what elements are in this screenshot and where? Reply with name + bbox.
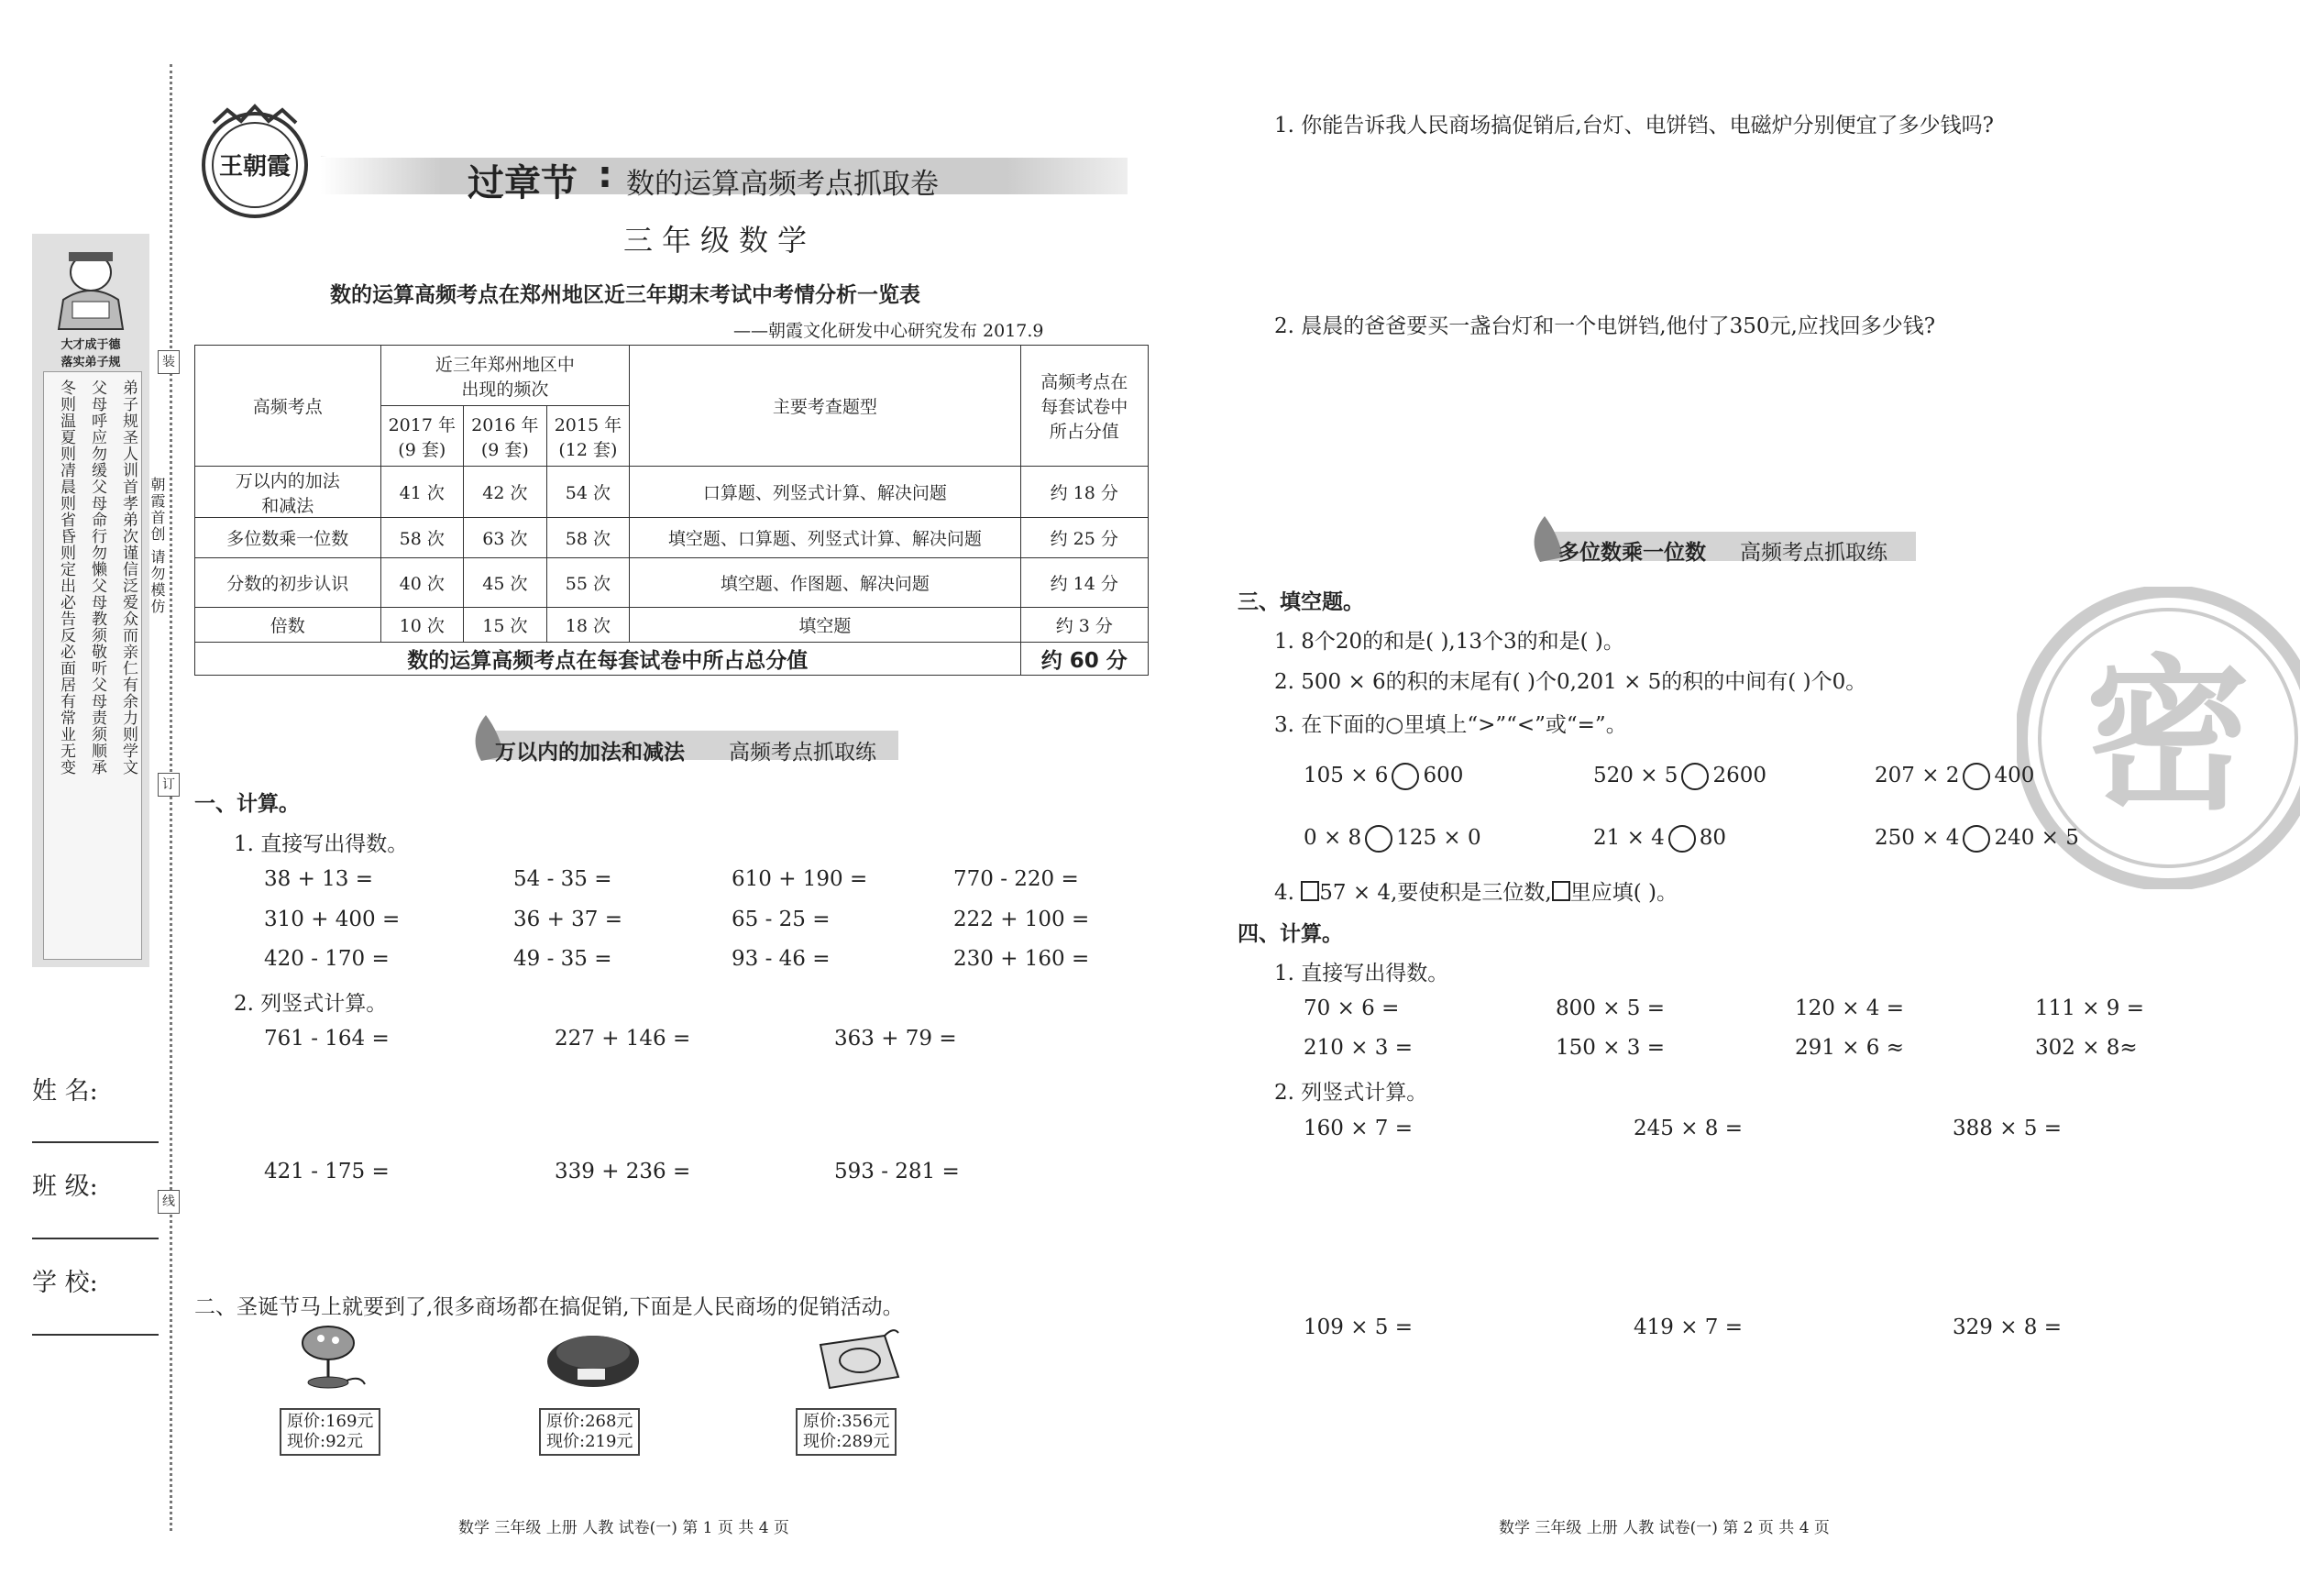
fill-question: 1. 8个20的和是( ),13个3的和是( )。 [1274,630,1624,654]
binding-tag: 订 [158,773,180,797]
title-colon: : [598,154,612,196]
compare-item: 105 × 6 600 [1304,763,1463,790]
total-value: 约 60 分 [1020,643,1148,676]
word-problem: 2. 晨晨的爸爸要买一盏台灯和一个电饼铛,他付了350元,应找回多少钱? [1274,314,1936,338]
dizigui-text-block [43,371,142,960]
total-label: 数的运算高频考点在每套试卷中所占总分值 [195,643,1021,676]
table-header-cell: 主要考查题型 [630,346,1020,467]
oral-item: 291 × 6 ≈ [1795,1036,1905,1060]
motto-line: 大才成于德 [61,338,121,352]
compare-circle[interactable] [1365,825,1392,853]
page-subtitle: 数的运算高频考点抓取卷 [626,168,939,201]
compare-circle[interactable] [1681,763,1709,790]
question-sub: 1. 直接写出得数。 [234,832,409,856]
binding-tag: 线 [158,1190,180,1214]
vertical-item: 245 × 8 = [1634,1117,1744,1140]
table-header-cell: 高频考点在 每套试卷中 所占分值 [1020,346,1148,467]
table-cell: 15 次 [464,608,547,643]
table-cell: 41 次 [380,467,464,518]
original-price: 原价:169元 [287,1412,374,1431]
question-sub: 1. 直接写出得数。 [1274,962,1449,985]
oral-item: 210 × 3 = [1304,1036,1414,1060]
footer-page-2: 数学 三年级 上册 人教 试卷(一) 第 2 页 共 4 页 [1499,1519,1830,1537]
blank-box[interactable] [1301,881,1319,901]
class-label: 班 级: [32,1172,98,1201]
electric-griddle-icon [543,1325,644,1393]
oral-item: 65 - 25 = [732,908,831,931]
section-banner-bold: 多位数乘一位数 [1558,541,1706,565]
oral-item: 93 - 46 = [732,947,831,971]
table-cell: 约 14 分 [1020,558,1148,608]
compare-circle[interactable] [1963,763,1990,790]
table-cell: 40 次 [380,558,464,608]
table-row [195,518,1149,558]
grade-subject: 三年级数学 [623,223,817,258]
compare-item: 520 × 5 2600 [1593,763,1766,790]
oral-item: 36 + 37 = [513,908,623,931]
table-cell: 约 25 分 [1020,518,1148,558]
oral-item: 310 + 400 = [264,908,401,931]
table-cell: 约 3 分 [1020,608,1148,643]
section-banner-rest: 高频考点抓取练 [1740,541,1887,565]
question-heading: 三、填空题。 [1238,590,1364,614]
table-cell: 45 次 [464,558,547,608]
page-title: 过章节 [468,162,578,204]
dizigui-column: 弟子规圣人训首孝弟次谨信泛爱众而亲仁有余力则学文 [119,380,138,776]
copyright-notice: 朝霞首创 请勿模仿 [149,477,166,616]
vertical-item: 339 + 236 = [555,1160,691,1183]
question-heading: 二、圣诞节马上就要到了,很多商场都在搞促销,下面是人民商场的促销活动。 [194,1295,904,1319]
vertical-item: 363 + 79 = [834,1027,957,1051]
original-price: 原价:356元 [803,1412,890,1431]
dizigui-column: 冬则温夏则凊晨则省昏则定出必告反必面居有常业无变 [57,380,75,776]
word-problem: 1. 你能告诉我人民商场搞促销后,台灯、电饼铛、电磁炉分别便宜了多少钱吗? [1274,114,1994,138]
oral-item: 111 × 9 = [2035,996,2145,1020]
table-cell: 55 次 [546,558,630,608]
compare-circle[interactable] [1392,763,1419,790]
vertical-item: 109 × 5 = [1304,1315,1414,1339]
oral-item: 150 × 3 = [1556,1036,1666,1060]
table-cell: 填空题、作图题、解决问题 [630,558,1020,608]
table-cell: 54 次 [546,467,630,518]
name-label: 姓 名: [32,1077,98,1106]
table-cell: 口算题、列竖式计算、解决问题 [630,467,1020,518]
table-cell: 分数的初步认识 [195,558,381,608]
dizigui-column: 父母呼应勿缓父母命行勿懒父母教须敬听父母责须顺承 [88,380,106,776]
class-field[interactable] [32,1238,159,1239]
price-tag [539,1408,640,1456]
question-heading: 四、计算。 [1238,922,1343,946]
fill-question: 4. 57 × 4,要使积是三位数, 里应填( )。 [1274,881,1678,905]
price-tag [280,1408,380,1456]
oral-item: 49 - 35 = [513,947,612,971]
oral-item: 610 + 190 = [732,867,868,891]
original-price: 原价:268元 [546,1412,633,1431]
compare-item: 207 × 2 400 [1875,763,2034,790]
vertical-item: 593 - 281 = [834,1160,960,1183]
section-banner-bold: 万以内的加法和减法 [495,741,685,765]
school-label: 学 校: [32,1269,98,1297]
oral-item: 302 × 8≈ [2035,1036,2138,1060]
oral-item: 770 - 220 = [953,867,1079,891]
table-header-cell: 近三年郑州地区中 出现的频次 [380,346,630,406]
blank-box[interactable] [1552,881,1570,901]
oral-item: 420 - 170 = [264,947,390,971]
question-sub: 2. 列竖式计算。 [1274,1081,1428,1105]
current-price: 现价:219元 [546,1432,633,1451]
stamp-text: 密 [2085,641,2251,832]
table-cell: 58 次 [380,518,464,558]
binding-tag: 装 [158,350,180,374]
desk-lamp-icon [292,1320,374,1393]
compare-item: 250 × 4 240 × 5 [1875,825,2079,853]
vertical-item: 388 × 5 = [1953,1117,2063,1140]
vertical-item: 761 - 164 = [264,1027,390,1051]
compare-circle[interactable] [1668,825,1696,853]
table-cell: 63 次 [464,518,547,558]
table-cell: 约 18 分 [1020,467,1148,518]
table-header-cell: 2016 年 (9 套) [464,406,547,467]
table-cell: 倍数 [195,608,381,643]
name-field[interactable] [32,1141,159,1143]
vertical-item: 421 - 175 = [264,1160,390,1183]
vertical-item: 329 × 8 = [1953,1315,2063,1339]
table-row [195,558,1149,608]
fill-question: 3. 在下面的○里填上“>”“<”或“=”。 [1274,713,1627,737]
table-cell: 填空题 [630,608,1020,643]
table-cell: 18 次 [546,608,630,643]
vertical-item: 227 + 146 = [555,1027,691,1051]
table-header-cell: 高频考点 [195,346,381,467]
section-banner-rest: 高频考点抓取练 [729,741,876,765]
compare-item: 0 × 8 125 × 0 [1304,825,1481,853]
fill-question: 2. 500 × 6的积的末尾有( )个0,201 × 5的积的中间有( )个0。 [1274,670,1867,694]
vertical-item: 160 × 7 = [1304,1117,1414,1140]
compare-circle[interactable] [1963,825,1990,853]
oral-item: 38 + 13 = [264,867,374,891]
school-field[interactable] [32,1334,159,1336]
question-sub: 2. 列竖式计算。 [234,992,388,1016]
table-row [195,608,1149,643]
price-tag [796,1408,897,1456]
left-sidebar-rules [32,234,149,967]
table-cell: 填空题、口算题、列竖式计算、解决问题 [630,518,1020,558]
footer-page-1: 数学 三年级 上册 人教 试卷(一) 第 1 页 共 4 页 [458,1519,789,1537]
table-cell: 42 次 [464,467,547,518]
current-price: 现价:289元 [803,1432,890,1451]
current-price: 现价:92元 [287,1432,363,1451]
stats-source: ——朝霞文化研发中心研究发布 2017.9 [733,321,1044,341]
oral-item: 70 × 6 = [1304,996,1400,1020]
logo-text: 王朝霞 [218,153,292,181]
table-header-cell: 2015 年 (12 套) [546,406,630,467]
motto-line: 落实弟子规 [61,356,121,369]
table-cell: 58 次 [546,518,630,558]
binding-dotted-line [170,64,172,1531]
vertical-item: 419 × 7 = [1634,1315,1744,1339]
table-header-cell: 2017 年 (9 套) [380,406,464,467]
table-total-row [195,643,1149,676]
table-cell: 多位数乘一位数 [195,518,381,558]
table-cell: 万以内的加法 和减法 [195,467,381,518]
oral-item: 800 × 5 = [1556,996,1666,1020]
table-cell: 10 次 [380,608,464,643]
scholar-figure-icon [45,245,137,332]
stats-table [194,345,1149,676]
oral-item: 230 + 160 = [953,947,1090,971]
oral-item: 54 - 35 = [513,867,612,891]
question-heading: 一、计算。 [194,792,300,816]
stats-table-title: 数的运算高频考点在郑州地区近三年期末考试中考情分析一览表 [330,283,920,307]
table-header-row [195,346,1149,406]
induction-cooker-icon [807,1322,908,1395]
compare-item: 21 × 4 80 [1593,825,1726,853]
sidebar-motto [38,336,144,371]
table-row [195,467,1149,518]
brand-logo [195,103,314,222]
oral-item: 222 + 100 = [953,908,1090,931]
oral-item: 120 × 4 = [1795,996,1905,1020]
